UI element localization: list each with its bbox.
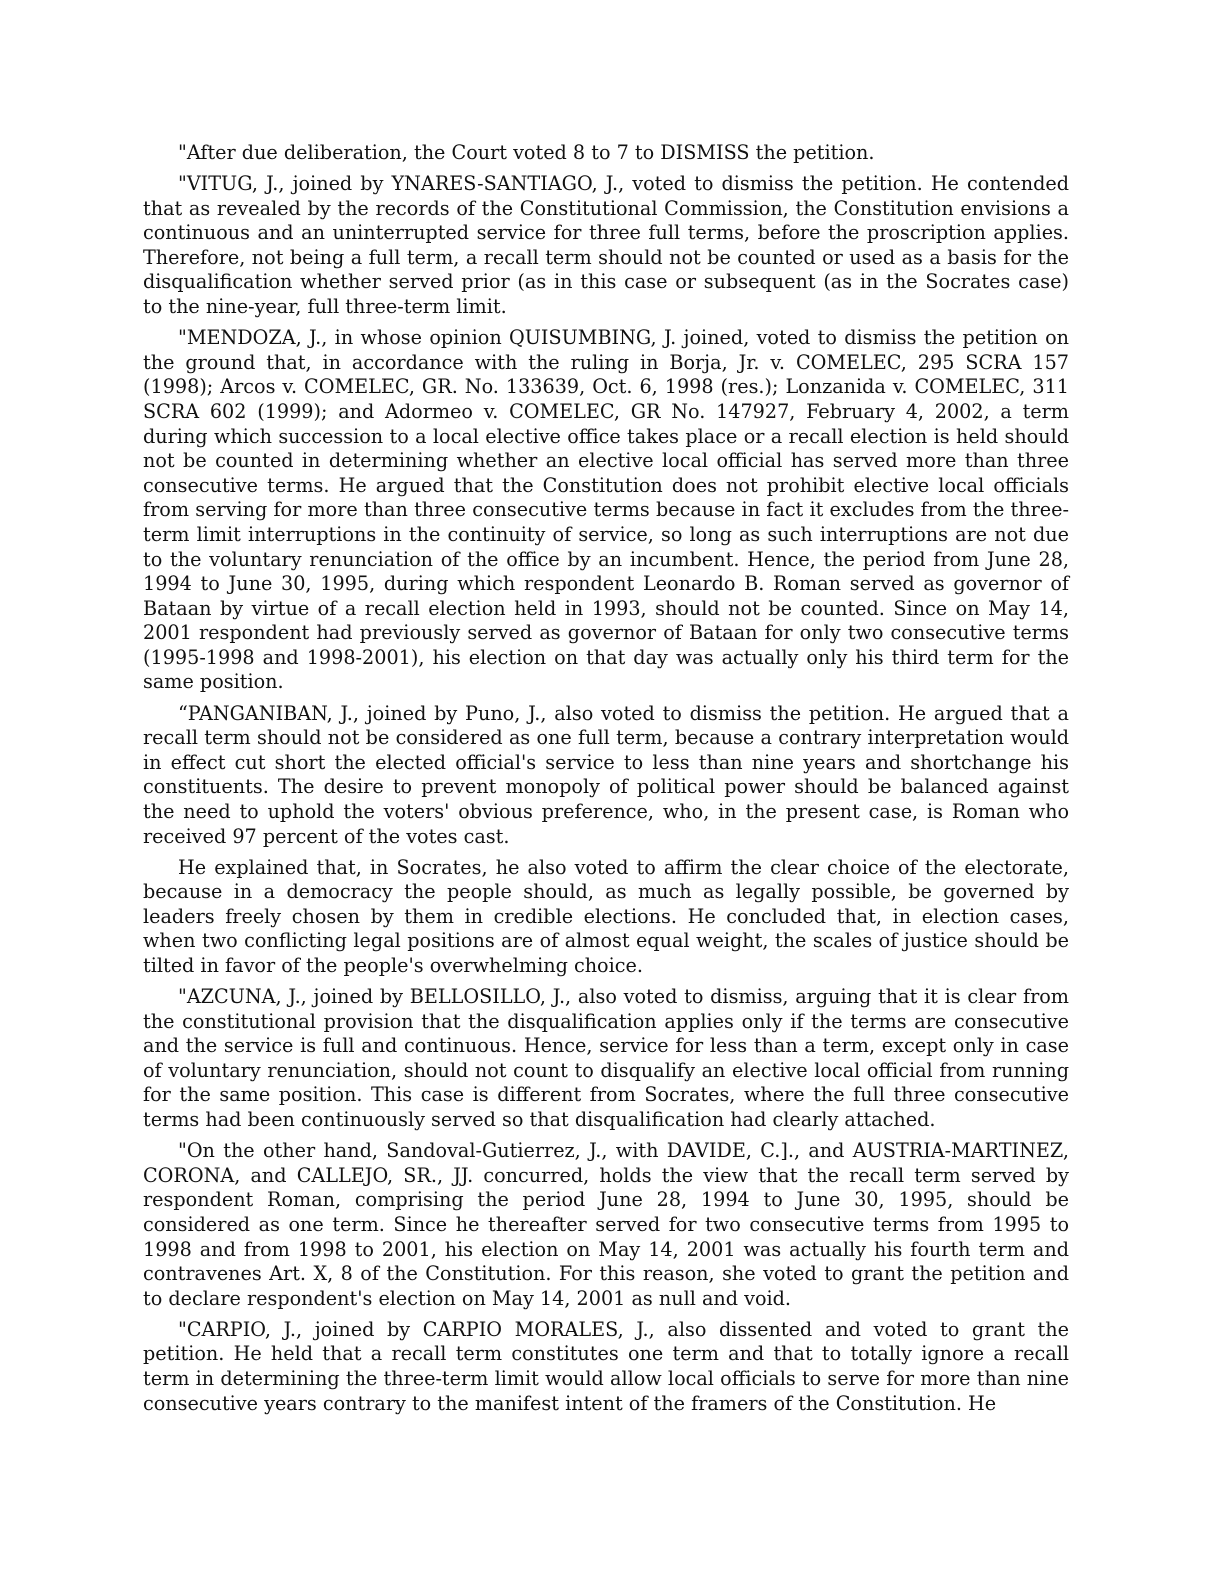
paragraph-vitug-opinion: "VITUG, J., joined by YNARES-SANTIAGO, J., voted to dismiss the petition. He contended that as revealed by the records of the Constitutional Commission, the Constitution envisions a continuous and an uninterrupted service for three full terms, before the proscription applies. Therefore, not being a full term, a recall term should not be counted or used as a basis for the disqualification whether served prior (as in this case or subsequent (as in the Socrates case) to the nine-year, full three-term limit. xyxy=(143,172,1069,319)
paragraph-sandoval-gutierrez-opinion: "On the other hand, Sandoval-Gutierrez, J., with DAVIDE, C.]., and AUSTRIA-MARTINEZ, CORONA, and CALLEJO, SR., JJ. concurred, holds the view that the recall term served by respondent Roman, comprising the period June 28, 1994 to June 30, 1995, should be considered as one term. Since he thereafter served for two consecutive terms from 1995 to 1998 and from 1998 to 2001, his election on May 14, 2001 was actually his fourth term and contravenes Art. X, 8 of the Constitution. For this reason, she voted to grant the petition and to declare respondent's election on May 14, 2001 as null and void. xyxy=(143,1139,1069,1310)
paragraph-carpio-opinion: "CARPIO, J., joined by CARPIO MORALES, J., also dissented and voted to grant the petition. He held that a recall term constitutes one term and that to totally ignore a recall term in determining the three-term limit would allow local officials to serve for more than nine consecutive years contrary to the manifest intent of the framers of the Constitution. He xyxy=(143,1317,1069,1415)
paragraph-panganiban-opinion: “PANGANIBAN, J., joined by Puno, J., also voted to dismiss the petition. He argued that a recall term should not be considered as one full term, because a contrary interpretation would in effect cut short the elected official's service to less than nine years and shortchange his constituents. The desire to prevent monopoly of political power should be balanced against the need to uphold the voters' obvious preference, who, in the present case, is Roman who received 97 percent of the votes cast. xyxy=(143,701,1069,848)
paragraph-court-vote: "After due deliberation, the Court voted 8 to 7 to DISMISS the petition. xyxy=(178,141,875,164)
paragraph-mendoza-opinion: "MENDOZA, J., in whose opinion QUISUMBING, J. joined, voted to dismiss the petition on the ground that, in accordance with the ruling in Borja, Jr. v. COMELEC, 295 SCRA 157 (1998); Arcos v. COMELEC, GR. No. 133639, Oct. 6, 1998 (res.); Lonzanida v. COMELEC, 311 SCRA 602 (1999); and Adormeo v. COMELEC, GR No. 147927, February 4, 2002, a term during which succession to a local elective office takes place or a recall election is held should not be counted in determining whether an elective local official has served more than three consecutive terms. He argued that the Constitution does not prohibit elective local officials from serving for more than three consecutive terms because in fact it excludes from the three-term limit interruptions in the continuity of service, so long as such interruptions are not due to the voluntary renunciation of the office by an incumbent. Hence, the period from June 28, 1994 to June 30, 1995, during which respondent Leonardo B. Roman served as governor of Bataan by virtue of a recall election held in 1993, should not be counted. Since on May 14, 2001 respondent had previously served as governor of Bataan for only two consecutive terms (1995-1998 and 1998-2001), his election on that day was actually only his third term for the same position. xyxy=(143,326,1069,694)
paragraph-azcuna-opinion: "AZCUNA, J., joined by BELLOSILLO, J., also voted to dismiss, arguing that it is clear from the constitutional provision that the disqualification applies only if the terms are consecutive and the service is full and continuous. Hence, service for less than a term, except only in case of voluntary renunciation, should not count to disqualify an elective local official from running for the same position. This case is different from Socrates, where the full three consecutive terms had been continuously served so that disqualification had clearly attached. xyxy=(143,985,1069,1132)
document-page xyxy=(143,141,1069,1423)
paragraph-socrates-explanation: He explained that, in Socrates, he also voted to affirm the clear choice of the electorate, because in a democracy the people should, as much as legally possible, be governed by leaders freely chosen by them in credible elections. He concluded that, in election cases, when two conflicting legal positions are of almost equal weight, the scales of justice should be tilted in favor of the people's overwhelming choice. xyxy=(143,855,1069,977)
